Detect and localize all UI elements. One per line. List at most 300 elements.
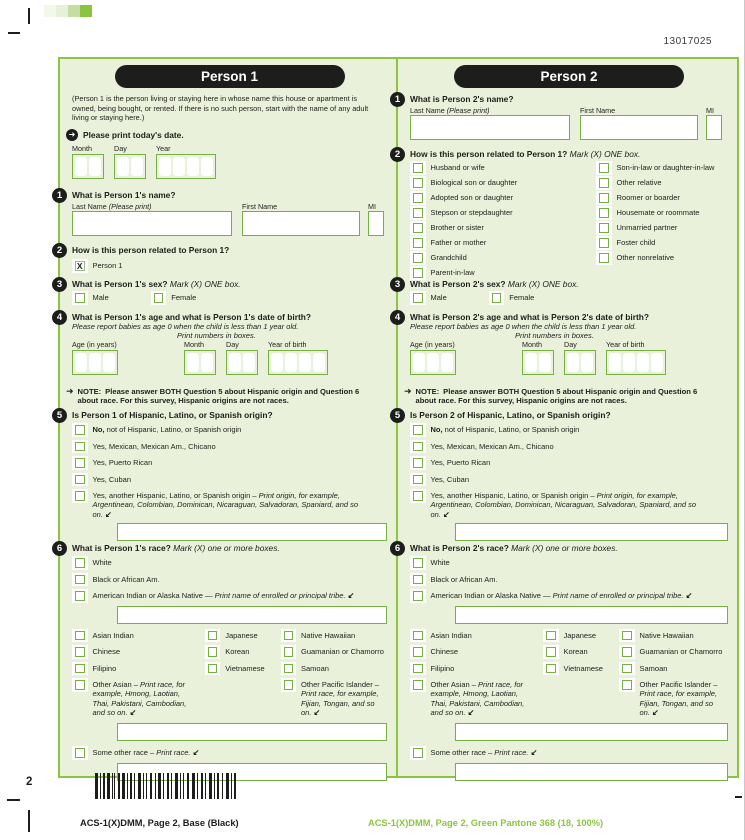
race-vietnamese-label: Vietnamese [563,663,603,673]
p2-race-korean-checkbox[interactable] [546,647,556,657]
p1-name-fields [72,202,387,240]
writein-arrow-icon: ↙ [105,509,112,519]
hispanic-cuban-label: Yes, Cuban [92,474,132,484]
last-name-label: Last Name (Please print) [410,106,490,116]
p1-sex-female-checkbox[interactable] [154,293,164,303]
rel-option-label: Grandchild [430,253,467,263]
p1-q1-title: What is Person 1's name? [72,189,176,200]
p2-rel-stepchild-checkbox[interactable] [413,208,423,218]
question-number-badge: 5 [390,408,405,423]
p1-hispanic-mexican-checkbox[interactable] [75,442,85,452]
barcode [95,773,240,804]
digit-cell [187,353,199,372]
p2-race-samoan-checkbox[interactable] [622,664,632,674]
checkbox-strip [72,456,88,470]
p2-rel-roomer-checkbox[interactable] [599,193,609,203]
p2-q2 [394,149,728,281]
question-number-badge: 2 [390,147,405,162]
p2-q5-title: Is Person 2 of Hispanic, Latino, or Spanish origin? [410,410,611,420]
digit-cell [117,157,129,176]
p1-age-input[interactable] [72,350,118,375]
mi-label: MI [706,106,714,116]
mark-one-or-more-instruction: Mark (X) one or more boxes. [511,543,618,553]
p2-race-filipino-checkbox[interactable] [413,664,423,674]
digit-cell [413,353,425,372]
print-numbers-instruction: Print numbers in boxes. [515,331,594,341]
person1-intro-text: (Person 1 is the person living or staying here in whose name this house or apartment is owned, being bought, or rented. If there is no such person, start with the name of any adult living or staying here.) [72,94,369,123]
p1-q6 [56,543,387,781]
writein-arrow-icon: ↙ [347,591,355,601]
checkbox-strip [543,629,559,643]
checkbox-strip [410,221,426,235]
question-number-badge: 5 [52,408,67,423]
p2-race-japanese-checkbox[interactable] [546,631,556,641]
todays-date-fields [72,144,387,184]
mark-one-or-more-instruction: Mark (X) one or more boxes. [173,543,280,553]
hispanic-other-label: Yes, another Hispanic, Latino, or Spanish origin – Print origin, for example, Argentinean, Colombian, Dominican, Nicaraguan, Salvadoran, Spaniard, and so on. ↙ [92,491,359,519]
digit-cell [271,353,283,372]
p1-dob-year-input[interactable] [268,350,328,375]
p2-race-guamanian-checkbox[interactable] [622,647,632,657]
note-label: NOTE: [415,387,440,396]
hispanic-puertorican-label: Yes, Puerto Rican [430,458,491,468]
male-label: Male [430,293,447,303]
question-number-badge: 6 [390,541,405,556]
person2-column [394,59,737,776]
female-label: Female [509,293,535,303]
date-month-input[interactable] [72,154,104,179]
checkbox-strip [410,176,426,190]
checkbox-strip [596,191,612,205]
checkbox-strip [410,266,426,280]
checkbox-strip [619,662,635,676]
writein-arrow-icon: ↙ [530,748,538,758]
p2-rel-housemate-checkbox[interactable] [599,208,609,218]
checkbox-strip [151,291,167,305]
digit-cell [75,353,87,372]
rel-option-label: Roomer or boarder [616,193,680,203]
digit-cell [581,353,593,372]
p2-rel-unmarried-partner-checkbox[interactable] [599,223,609,233]
p1-race-korean-checkbox[interactable] [208,647,218,657]
p2-q1 [394,94,728,144]
registration-mark [28,8,30,24]
p2-race-vietnamese-checkbox[interactable] [546,664,556,674]
year-of-birth-label: Year of birth [606,340,645,350]
race-guamanian-label: Guamanian or Chamorro [639,647,723,657]
checkbox-strip [619,678,635,692]
date-day-input[interactable] [114,154,146,179]
checkbox-strip [543,645,559,659]
p2-q3-title: What is Person 2's sex? [410,279,506,289]
p2-rel-grandchild-checkbox[interactable] [413,253,423,263]
hispanic-other-label: Yes, another Hispanic, Latino, or Spanish origin – Print origin, for example, Argentinean, Colombian, Dominican, Nicaraguan, Salvadoran, Spaniard, and so on. ↙ [430,491,697,519]
rel-option-label: Husband or wife [430,163,485,173]
rel-option-label: Brother or sister [430,223,484,233]
checkbox-strip [72,573,88,587]
checkbox-strip [410,161,426,175]
rel-option-label: Foster child [616,238,656,248]
p2-hispanic-puertorican-checkbox[interactable] [413,458,423,468]
day-label: Day [114,143,127,153]
question-number-badge: 1 [52,188,67,203]
p1-hispanic-origin-writein[interactable] [117,523,387,541]
age-label: Age (in years) [72,340,117,350]
p1-last-name-input[interactable] [72,211,232,236]
checkbox-strip [410,291,426,305]
digit-cell [539,353,551,372]
p1-race-black-checkbox[interactable] [75,575,85,585]
checkbox-strip [410,589,426,603]
p2-race-black-checkbox[interactable] [413,575,423,585]
digit-cell [637,353,649,372]
note-arrow-icon: ➜ [66,386,74,396]
rel-option-label: Biological son or daughter [430,178,518,188]
checkbox-strip [596,251,612,265]
p1-q5 [56,410,387,543]
p1-race-someother-checkbox[interactable] [75,748,85,758]
checkbox-strip [72,629,88,643]
p1-race-chinese-checkbox[interactable] [75,647,85,657]
p2-rel-foster-child-checkbox[interactable] [599,238,609,248]
p2-first-name-input[interactable] [580,115,698,140]
writein-arrow-icon: ↙ [652,708,659,718]
checkbox-strip [72,440,88,454]
p1-mi-input[interactable] [368,211,384,236]
footer-print-id-black: ACS-1(X)DMM, Page 2, Base (Black) [80,818,239,828]
checkbox-strip [410,645,426,659]
checkbox-strip [72,589,88,603]
p1-q2-title: How is this person related to Person 1? [72,244,230,255]
registration-mark [735,796,742,798]
checkbox-strip [410,236,426,250]
question-number-badge: 6 [52,541,67,556]
digit-cell [201,353,213,372]
hispanic-no-label: No, not of Hispanic, Latino, or Spanish origin [430,425,580,435]
p1-race-samoan-checkbox[interactable] [284,664,294,674]
p1-race-aian-checkbox[interactable] [75,591,85,601]
checkbox-strip [410,473,426,487]
p2-rel-husband-wife-checkbox[interactable] [413,163,423,173]
checkbox-strip [596,236,612,250]
month-label: Month [522,340,542,350]
p2-race-grid [410,629,728,722]
checkbox-strip [72,473,88,487]
p1-age-dob-fields [72,340,387,382]
p1-q5-title: Is Person 1 of Hispanic, Latino, or Spanish origin? [72,410,273,420]
race-hawaiian-label: Native Hawaiian [301,630,356,640]
race-guamanian-label: Guamanian or Chamorro [301,647,384,657]
race-samoan-label: Samoan [639,663,668,673]
checkbox-strip [410,423,426,437]
p2-rel-parent-in-law-checkbox[interactable] [413,268,423,278]
p2-last-name-input[interactable] [410,115,570,140]
checkbox-strip [596,221,612,235]
p2-rel-other-relative-checkbox[interactable] [599,178,609,188]
checkbox-strip [543,662,559,676]
p2-rel-biological-child-checkbox[interactable] [413,178,423,188]
color-swatch [68,5,80,17]
todays-date-label: Please print today's date. [83,129,184,140]
p2-rel-parent-checkbox[interactable] [413,238,423,248]
checkbox-strip [410,251,426,265]
day-label: Day [226,340,239,350]
checkbox-strip [281,645,297,659]
writein-arrow-icon: ↙ [685,591,693,601]
race-white-label: White [92,558,112,568]
p2-race-white-checkbox[interactable] [413,558,423,568]
checkbox-strip [596,176,612,190]
checkbox-strip [410,489,426,503]
race-chinese-label: Chinese [430,647,459,657]
first-name-label: First Name [242,201,278,211]
p1-race-japanese-checkbox[interactable] [208,631,218,641]
p1-q4-title: What is Person 1's age and what is Person 1's date of birth? [72,312,312,322]
writein-arrow-icon: ↙ [129,708,137,718]
p2-hispanic-other-checkbox[interactable] [413,491,423,501]
p2-mi-input[interactable] [706,115,722,140]
race-otherasian-label: Other Asian – Print race, for example, Hmong, Laotian, Thai, Pakistani, Cambodian, and so on. ↙ [430,680,525,718]
date-year-input[interactable] [156,154,216,179]
p1-relationship-person1-label: Person 1 [92,261,123,271]
color-calibration-bar [44,5,92,17]
hispanic-puertorican-label: Yes, Puerto Rican [92,458,153,468]
p2-race-chinese-checkbox[interactable] [413,647,423,657]
mark-one-instruction: Mark (X) ONE box. [169,279,241,289]
checkbox-strip [281,662,297,676]
print-numbers-instruction: Print numbers in boxes. [177,331,256,341]
hispanic-mexican-label: Yes, Mexican, Mexican Am., Chicano [92,441,216,451]
writein-arrow-icon: ↙ [467,708,475,718]
note-text: Please answer BOTH Question 5 about Hispanic origin and Question 6 about race. For this survey, Hispanic origins are not races. [415,387,698,406]
male-label: Male [92,293,109,303]
p2-hispanic-origin-writein[interactable] [455,523,728,541]
p2-dob-day-input[interactable] [564,350,596,375]
checkbox-strip [410,662,426,676]
race-samoan-label: Samoan [301,663,329,673]
p1-hispanic-other-checkbox[interactable] [75,491,85,501]
race-japanese-label: Japanese [563,630,597,640]
mark-one-instruction: Mark (X) ONE box. [569,149,641,160]
p2-hispanic-no-checkbox[interactable] [413,425,423,435]
digit-cell [229,353,241,372]
p1-hispanic-puertorican-checkbox[interactable] [75,458,85,468]
question-number-badge: 3 [390,277,405,292]
p2-hispanic-mexican-checkbox[interactable] [413,442,423,452]
digit-cell [299,353,311,372]
p1-note [66,387,387,410]
checkbox-strip [596,161,612,175]
year-label: Year [156,143,171,153]
p2-relationship-grid [410,161,728,281]
writein-arrow-icon: ↙ [192,748,200,758]
digit-cell [441,353,453,372]
p1-race-hawaiian-checkbox[interactable] [284,631,294,641]
digit-cell [567,353,579,372]
checkbox-strip [489,291,505,305]
p1-race-otherasian-checkbox[interactable] [75,680,85,690]
day-label: Day [564,340,577,350]
question-number-badge: 1 [390,92,405,107]
p2-race-otherpi-checkbox[interactable] [622,680,632,690]
p2-race-asianindian-checkbox[interactable] [413,631,423,641]
checkbox-strip [205,662,221,676]
hispanic-no-label: No, not of Hispanic, Latino, or Spanish origin [92,425,242,435]
digit-cell [75,157,87,176]
checkbox-strip [72,259,88,273]
p1-race-grid [72,629,387,722]
person2-header: Person 2 [454,65,684,88]
p2-sex-female-checkbox[interactable] [492,293,502,303]
p2-q4-title: What is Person 2's age and what is Person 2's date of birth? [410,312,650,322]
note-text: Please answer BOTH Question 5 about Hispanic origin and Question 6 about race. For this survey, Hispanic origins are not races. [77,387,360,406]
digit-cell [623,353,635,372]
p1-race-asianindian-checkbox[interactable] [75,631,85,641]
p2-sex-male-checkbox[interactable] [413,293,423,303]
female-label: Female [171,293,197,303]
p2-q1-title: What is Person 2's name? [410,94,514,104]
p2-tribe-writein[interactable] [455,606,728,624]
p2-some-other-race-writein[interactable] [455,763,728,781]
note-arrow-icon: ➜ [404,386,412,396]
race-otherpi-label: Other Pacific Islander – Print race, for example, Fijian, Tongan, and so on. ↙ [301,680,379,718]
digit-cell [609,353,621,372]
p2-other-race-writein-1[interactable] [455,723,728,741]
checkbox-strip [72,746,88,760]
race-japanese-label: Japanese [225,630,258,640]
race-black-label: Black or African Am. [92,574,160,584]
p2-rel-child-in-law-checkbox[interactable] [599,163,609,173]
digit-cell [525,353,537,372]
p1-q1 [56,189,387,240]
rel-option-label: Adopted son or daughter [430,193,514,203]
p1-race-otherpi-checkbox[interactable] [284,680,294,690]
p2-name-fields [410,106,728,144]
p2-rel-sibling-checkbox[interactable] [413,223,423,233]
race-asianindian-label: Asian Indian [92,630,134,640]
checkbox-strip [619,645,635,659]
checkbox-strip [596,206,612,220]
p1-race-vietnamese-checkbox[interactable] [208,664,218,674]
p2-age-dob-fields [410,340,728,382]
p1-race-filipino-checkbox[interactable] [75,664,85,674]
p2-rel-other-nonrelative-checkbox[interactable] [599,253,609,263]
p2-note [404,387,728,410]
race-filipino-label: Filipino [430,663,455,673]
year-of-birth-label: Year of birth [268,340,307,350]
race-otherpi-label: Other Pacific Islander – Print race, for example, Fijian, Tongan, and so on. ↙ [639,680,718,718]
checkbox-strip [410,440,426,454]
p1-race-guamanian-checkbox[interactable] [284,647,294,657]
rel-option-label: Unmarried partner [616,223,678,233]
person1-column [56,59,396,776]
question-number-badge: 4 [390,310,405,325]
p1-race-white-checkbox[interactable] [75,558,85,568]
p1-sex-male-checkbox[interactable] [75,293,85,303]
question-number-badge: 3 [52,277,67,292]
p2-race-aian-checkbox[interactable] [413,591,423,601]
digit-cell [131,157,143,176]
p1-q6-title: What is Person 1's race? [72,543,171,553]
p2-q4 [394,312,728,387]
race-aian-label: American Indian or Alaska Native — Print name of enrolled or principal tribe. ↙ [92,591,355,601]
digit-cell [89,353,101,372]
p1-tribe-writein[interactable] [117,606,387,624]
page-number: 2 [26,776,33,788]
digit-cell [427,353,439,372]
p2-dob-month-input[interactable] [522,350,554,375]
p1-q3-title: What is Person 1's sex? [72,279,168,289]
checkbox-strip [410,556,426,570]
rel-option-label: Housemate or roommate [616,208,700,218]
race-someother-label: Some other race – Print race. ↙ [430,748,538,758]
rel-option-label: Son-in-law or daughter-in-law [616,163,715,173]
hispanic-cuban-label: Yes, Cuban [430,474,470,484]
p2-race-hawaiian-checkbox[interactable] [622,631,632,641]
digit-cell [103,353,115,372]
race-chinese-label: Chinese [92,647,121,657]
p1-first-name-input[interactable] [242,211,360,236]
p2-dob-year-input[interactable] [606,350,666,375]
p1-q3 [56,279,387,312]
p2-q6 [394,543,728,781]
age-instruction: Please report babies as age 0 when the child is less than 1 year old. [410,322,637,332]
race-white-label: White [430,558,450,568]
arrow-circle-icon: ➜ [66,129,78,141]
p2-race-otherasian-checkbox[interactable] [413,680,423,690]
last-name-label: Last Name (Please print) [72,201,152,211]
checkbox-strip [281,629,297,643]
race-otherasian-label: Other Asian – Print race, for example, Hmong, Laotian, Thai, Pakistani, Cambodian, and so on. ↙ [92,680,187,718]
month-label: Month [184,340,204,350]
digit-cell [173,157,185,176]
checkbox-strip [72,291,88,305]
checkbox-strip [72,645,88,659]
p2-q6-title: What is Person 2's race? [410,543,509,553]
race-hawaiian-label: Native Hawaiian [639,630,694,640]
p2-q3 [394,279,728,312]
registration-mark [7,799,20,801]
age-instruction: Please report babies as age 0 when the child is less than 1 year old. [72,322,299,332]
p1-dob-month-input[interactable] [184,350,216,375]
checkbox-strip [72,489,88,503]
p1-hispanic-cuban-checkbox[interactable] [75,475,85,485]
checkbox-strip [410,746,426,760]
question-number-badge: 2 [52,243,67,258]
color-swatch [56,5,68,17]
p1-other-race-writein-1[interactable] [117,723,387,741]
p2-q5 [394,410,728,543]
checkbox-strip [410,191,426,205]
registration-mark [8,32,20,34]
hispanic-mexican-label: Yes, Mexican, Mexican Am., Chicano [430,441,554,451]
p2-hispanic-cuban-checkbox[interactable] [413,475,423,485]
p2-rel-adopted-child-checkbox[interactable] [413,193,423,203]
p1-dob-day-input[interactable] [226,350,258,375]
digit-cell [201,157,213,176]
race-black-label: Black or African Am. [430,574,498,584]
p1-hispanic-no-checkbox[interactable] [75,425,85,435]
p2-age-input[interactable] [410,350,456,375]
p2-race-someother-checkbox[interactable] [413,748,423,758]
checkbox-strip [410,573,426,587]
digit-cell [651,353,663,372]
checkbox-strip [72,678,88,692]
checkbox-strip [410,629,426,643]
p1-relationship-person1-checkbox[interactable]: X [76,261,83,272]
digit-cell [285,353,297,372]
checkbox-strip [205,645,221,659]
